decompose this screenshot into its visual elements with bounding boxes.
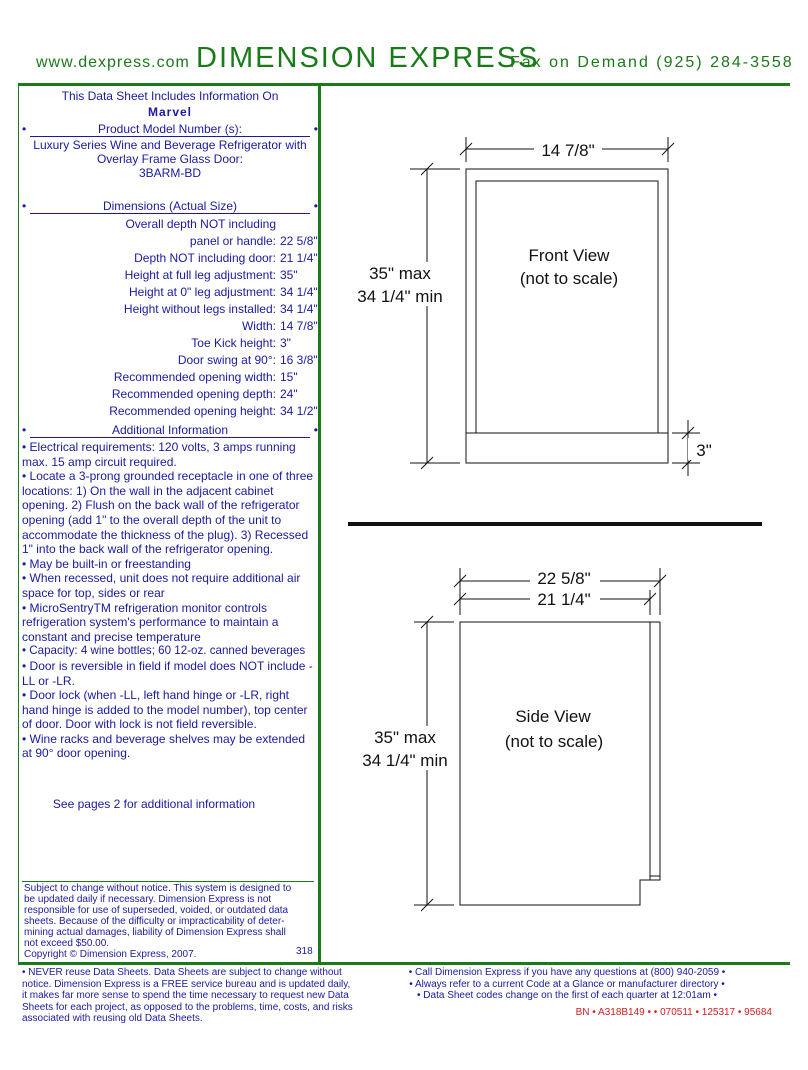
info-item: • Door lock (when -LL, left hand hinge or -LR, right hand hinge is added to the model number), top center of door. Door with lock is not field reversible. [22,688,308,732]
footer-left-line: notice. Dimension Express is a FREE service bureau and is updated daily, [22,978,351,990]
side-depth-overall: 22 5/8" [537,569,591,588]
side-depth-nodoor: 21 1/4" [537,590,591,609]
see-pages-link[interactable]: See pages 2 for additional information [52,797,256,811]
disclaimer-line: Subject to change without notice. This system is designed to [24,883,292,894]
intro-line: This Data Sheet Includes Information On [61,89,279,103]
disclaimer-line: not exceed $50.00. [24,938,110,949]
footer-right-line: • Always refer to a current Code at a Glance or manufacturer directory • [409,978,725,990]
front-outline [466,169,668,463]
dim-value: 3" [280,336,291,350]
front-width-label: 14 7/8" [541,141,595,160]
bullet-left: • [22,199,27,213]
dim-label: Overall depth NOT including [125,217,276,231]
footer-right-line: • Call Dimension Express if you have any questions at (800) 940-2059 • [408,967,726,978]
section-product-label: Product Model Number (s): [97,122,243,136]
dim-value: 21 1/4" [280,251,318,265]
dim-label: Toe Kick height: [191,336,276,350]
info-item: • May be built-in or freestanding [22,556,191,571]
dim-value: 34 1/4" [280,285,318,299]
header-fax: Fax on Demand (925) 284-3558 [510,54,794,71]
front-height-min: 34 1/4" min [357,287,443,306]
front-view-subtitle: (not to scale) [519,269,619,288]
dim-value: 14 7/8" [280,319,318,333]
disclaimer-line: sheets. Because of the difficulty or impracticability of deter- [24,916,285,927]
dim-value: 34 1/2" [280,404,318,418]
info-item: • Wine racks and beverage shelves may be extended at 90° door opening. [22,731,306,761]
dim-label: Recommended opening height: [109,404,276,418]
dim-label: Recommended opening width: [113,370,276,384]
side-view-subtitle: (not to scale) [504,732,604,751]
dim-value: 15" [280,370,298,384]
header-title: DIMENSION EXPRESS [196,42,540,74]
product-line-1: Luxury Series Wine and Beverage Refrigerator with [33,138,307,152]
dim-value: 35" [280,268,298,282]
copyright: Copyright © Dimension Express, 2007. [24,949,197,960]
footer-left-line: • NEVER reuse Data Sheets. Data Sheets are subject to change without [22,967,342,978]
dim-label: Recommended opening depth: [111,387,276,401]
dim-label: Height at 0" leg adjustment: [128,285,276,299]
side-height-min: 34 1/4" min [362,751,448,770]
section-dimensions-label: Dimensions (Actual Size) [102,199,238,213]
section-additional-label: Additional Information [111,423,229,437]
bullet-right: • [313,423,318,437]
disclaimer-line: be updated daily if necessary. Dimension Express is not [24,894,272,905]
side-height-max: 35" max [374,728,436,747]
footer-left-line: it makes far more sense to spend the time necessary to request new Data [22,990,349,1001]
footer-left-line: Sheets for each project, as opposed to the problems, time, costs, and risks [22,1001,353,1013]
page-number: 318 [296,946,313,957]
front-door-panel [476,181,658,433]
dim-label: Depth NOT including door: [134,251,276,265]
bullet-left: • [22,122,27,136]
info-item: • MicroSentryTM refrigeration monitor controls refrigeration system's performance to maintain a constant and precise temperature [22,600,279,644]
front-view-drawing [410,137,700,476]
info-item: • Door is reversible in field if model does NOT include -LL or -LR. [22,658,313,688]
disclaimer-line: responsible for use of superseded, voided, or outdated data [24,905,289,916]
view-separator [348,522,762,526]
front-view-title: Front View [528,246,610,265]
product-model: 3BARM-BD [138,166,201,180]
dim-value: 24" [280,387,298,401]
disclaimer-line: mining actual damages, liability of Dimension Express shall [24,927,286,938]
info-item: • Capacity: 4 wine bottles; 60 12-oz. canned beverages [22,644,306,658]
info-item: • Electrical requirements: 120 volts, 3 amps running max. 15 amp circuit required. [22,440,296,469]
dim-label: Height without legs installed: [123,302,276,316]
bullet-left: • [22,423,27,437]
info-item: • When recessed, unit does not require additional air space for top, sides or rear [22,571,301,600]
side-outline [460,622,660,905]
header-site-url: www.dexpress.com [36,54,190,71]
side-view-title: Side View [515,707,591,726]
product-line-2: Overlay Frame Glass Door: [96,152,244,166]
info-item: • Locate a 3-prong grounded receptacle in one of three locations: 1) On the wall in the adjacent cabinet opening. 2) Flush on the back wall of the refrigerator opening (add 1" to the overall depth of the unit to accommodate the thickness of the plug). 3) Recessed 1" into the back wall of the refrigerator opening. [22,469,314,557]
dim-value: 34 1/4" [280,302,318,316]
dim-label: Width: [241,319,276,333]
dim-value: 16 3/8" [280,353,318,367]
front-height-max: 35" max [369,264,431,283]
dim-label: panel or handle: [189,234,276,248]
footer-left-line: associated with reusing old Data Sheets. [22,1013,203,1024]
dim-label: Door swing at 90°: [177,353,276,367]
bn-code: BN • A318B149 • • 070511 • 125317 • 95684 [575,1007,772,1018]
bullet-right: • [313,199,318,213]
brand-name: Marvel [147,105,193,119]
bullet-right: • [313,122,318,136]
front-toe-kick-label: 3" [696,441,712,460]
dim-value: 22 5/8" [280,234,318,248]
footer-right-line: • Data Sheet codes change on the first of each quarter at 12:01am • [417,990,717,1001]
dim-label: Height at full leg adjustment: [124,268,276,282]
